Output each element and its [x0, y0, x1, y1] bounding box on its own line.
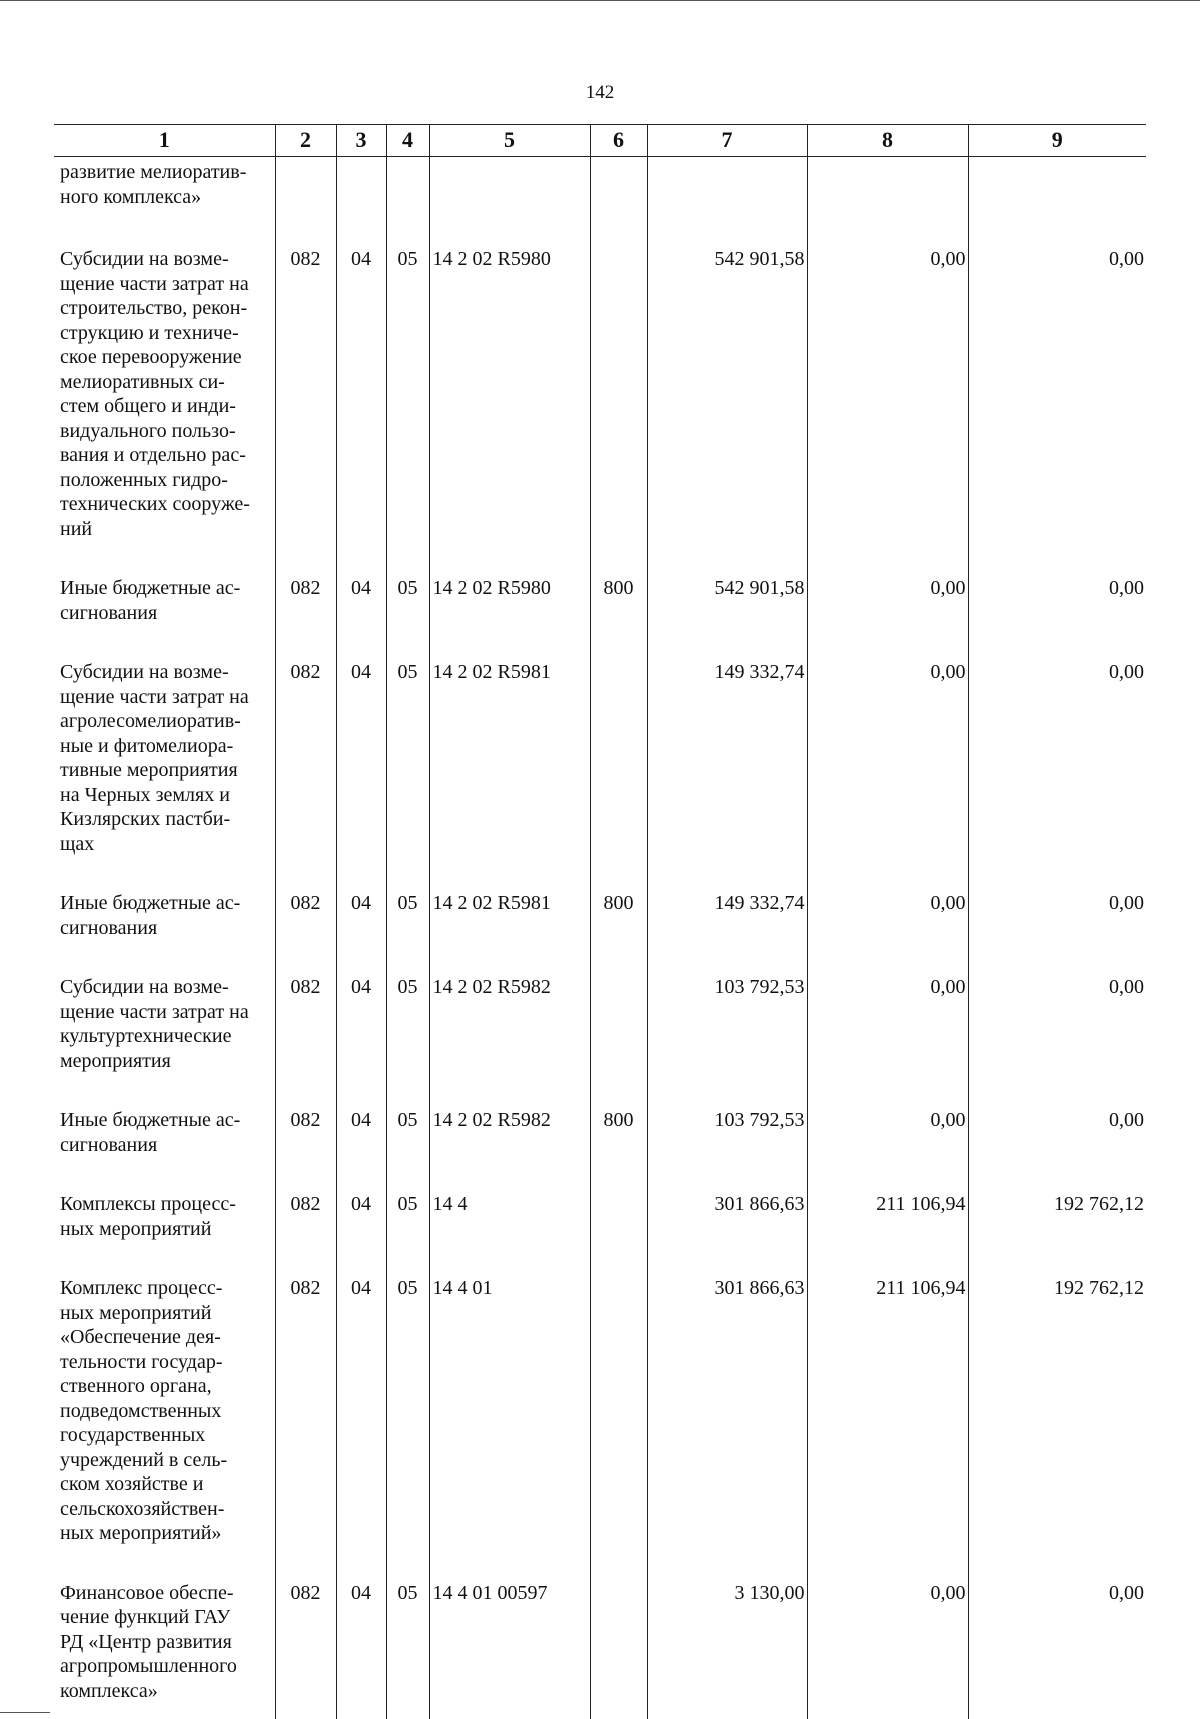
row-name-cell: Иные бюджетные ас- сигнования — [54, 1100, 275, 1184]
subsection-code-cell: 05 — [386, 568, 429, 652]
target-article-cell: 14 2 02 R5982 — [429, 1100, 590, 1184]
amount-year-1-cell: 149 332,74 — [647, 652, 807, 883]
row-name-cell: Иные бюджетные ас- сигнования — [54, 568, 275, 652]
ministry-code-cell: 082 — [275, 1573, 336, 1719]
expense-type-cell: 800 — [590, 1100, 647, 1184]
section-code-cell — [336, 157, 386, 240]
row-name-cell: Комплексы процесс- ных мероприятий — [54, 1184, 275, 1268]
expense-type-cell — [590, 157, 647, 240]
amount-year-2-cell: 0,00 — [807, 967, 968, 1100]
target-article-cell: 14 4 01 00597 — [429, 1573, 590, 1719]
header-col-7: 7 — [647, 125, 807, 157]
amount-year-1-cell: 301 866,63 — [647, 1184, 807, 1268]
header-row — [54, 125, 1146, 157]
expense-type-cell — [590, 652, 647, 883]
ministry-code-cell: 082 — [275, 1100, 336, 1184]
budget-table — [54, 124, 1146, 1719]
page-number: 142 — [0, 82, 1200, 104]
row-name-cell: Субсидии на возме- щение части затрат на строительство, рекон- струкцию и техниче- ское перевооружение мелиоративных си- стем общего и инди- видуального пользо- вания и отдельно рас- положенных гидро- технических сооруже- ний — [54, 239, 275, 568]
amount-year-1-cell: 103 792,53 — [647, 967, 807, 1100]
section-code-cell: 04 — [336, 883, 386, 967]
amount-year-3-cell: 192 762,12 — [968, 1268, 1146, 1573]
row-name-cell: Субсидии на возме- щение части затрат на агролесомелиоратив- ные и фитомелиора- тивные мероприятия на Черных землях и Кизлярских пастби- щах — [54, 652, 275, 883]
subsection-code-cell — [386, 157, 429, 240]
header-col-5: 5 — [429, 125, 590, 157]
header-col-2: 2 — [275, 125, 336, 157]
ministry-code-cell — [275, 157, 336, 240]
table-row — [54, 1184, 1146, 1268]
subsection-code-cell: 05 — [386, 1184, 429, 1268]
header-col-3: 3 — [336, 125, 386, 157]
amount-year-2-cell: 0,00 — [807, 1100, 968, 1184]
table-row — [54, 157, 1146, 240]
table-row — [54, 1268, 1146, 1573]
row-name-cell: Иные бюджетные ас- сигнования — [54, 883, 275, 967]
table-row — [54, 239, 1146, 568]
section-code-cell: 04 — [336, 652, 386, 883]
amount-year-1-cell: 103 792,53 — [647, 1100, 807, 1184]
subsection-code-cell: 05 — [386, 1268, 429, 1573]
target-article-cell — [429, 157, 590, 240]
target-article-cell: 14 2 02 R5980 — [429, 239, 590, 568]
target-article-cell: 14 4 01 — [429, 1268, 590, 1573]
amount-year-2-cell: 0,00 — [807, 652, 968, 883]
table-body — [54, 157, 1146, 1719]
ministry-code-cell: 082 — [275, 1268, 336, 1573]
amount-year-3-cell: 0,00 — [968, 1573, 1146, 1719]
subsection-code-cell: 05 — [386, 1573, 429, 1719]
table-row — [54, 967, 1146, 1100]
table-row — [54, 652, 1146, 883]
header-col-4: 4 — [386, 125, 429, 157]
amount-year-2-cell: 0,00 — [807, 239, 968, 568]
ministry-code-cell: 082 — [275, 1184, 336, 1268]
expense-type-cell: 800 — [590, 883, 647, 967]
amount-year-3-cell — [968, 157, 1146, 240]
row-name-cell: Комплекс процесс- ных мероприятий «Обеспечение дея- тельности государ- ственного органа, подведомственных государственных учреждений в сель- ском хозяйстве и сельскохозяйствен- ных мероприятий» — [54, 1268, 275, 1573]
target-article-cell: 14 2 02 R5981 — [429, 652, 590, 883]
amount-year-1-cell: 542 901,58 — [647, 568, 807, 652]
header-col-9: 9 — [968, 125, 1146, 157]
table-row — [54, 1573, 1146, 1719]
amount-year-3-cell: 0,00 — [968, 1100, 1146, 1184]
amount-year-2-cell: 0,00 — [807, 1573, 968, 1719]
table-row — [54, 1100, 1146, 1184]
scan-edge-top — [0, 0, 1200, 1]
section-code-cell: 04 — [336, 1268, 386, 1573]
subsection-code-cell: 05 — [386, 652, 429, 883]
subsection-code-cell: 05 — [386, 239, 429, 568]
table-header — [54, 125, 1146, 157]
amount-year-2-cell: 0,00 — [807, 568, 968, 652]
target-article-cell: 14 2 02 R5982 — [429, 967, 590, 1100]
expense-type-cell — [590, 239, 647, 568]
section-code-cell: 04 — [336, 1184, 386, 1268]
subsection-code-cell: 05 — [386, 883, 429, 967]
ministry-code-cell: 082 — [275, 568, 336, 652]
section-code-cell: 04 — [336, 568, 386, 652]
ministry-code-cell: 082 — [275, 883, 336, 967]
subsection-code-cell: 05 — [386, 1100, 429, 1184]
amount-year-1-cell: 301 866,63 — [647, 1268, 807, 1573]
scan-edge-bottom — [0, 1712, 50, 1713]
amount-year-1-cell: 3 130,00 — [647, 1573, 807, 1719]
amount-year-3-cell: 0,00 — [968, 967, 1146, 1100]
section-code-cell: 04 — [336, 967, 386, 1100]
amount-year-3-cell: 0,00 — [968, 883, 1146, 967]
subsection-code-cell: 05 — [386, 967, 429, 1100]
amount-year-1-cell — [647, 157, 807, 240]
amount-year-3-cell: 192 762,12 — [968, 1184, 1146, 1268]
ministry-code-cell: 082 — [275, 239, 336, 568]
amount-year-3-cell: 0,00 — [968, 239, 1146, 568]
amount-year-2-cell: 211 106,94 — [807, 1268, 968, 1573]
amount-year-1-cell: 149 332,74 — [647, 883, 807, 967]
amount-year-3-cell: 0,00 — [968, 568, 1146, 652]
row-name-cell: Финансовое обеспе- чение функций ГАУ РД «Центр развития агропромышленного комплекса» — [54, 1573, 275, 1719]
amount-year-3-cell: 0,00 — [968, 652, 1146, 883]
amount-year-2-cell: 0,00 — [807, 883, 968, 967]
expense-type-cell: 800 — [590, 568, 647, 652]
row-name-cell: Субсидии на возме- щение части затрат на культуртехнические мероприятия — [54, 967, 275, 1100]
header-col-6: 6 — [590, 125, 647, 157]
ministry-code-cell: 082 — [275, 967, 336, 1100]
table-row — [54, 568, 1146, 652]
section-code-cell: 04 — [336, 1573, 386, 1719]
target-article-cell: 14 2 02 R5981 — [429, 883, 590, 967]
header-col-8: 8 — [807, 125, 968, 157]
ministry-code-cell: 082 — [275, 652, 336, 883]
header-col-1: 1 — [54, 125, 275, 157]
row-name-cell: развитие мелиоратив- ного комплекса» — [54, 157, 275, 240]
expense-type-cell — [590, 1184, 647, 1268]
section-code-cell: 04 — [336, 239, 386, 568]
table-row — [54, 883, 1146, 967]
amount-year-2-cell — [807, 157, 968, 240]
amount-year-1-cell: 542 901,58 — [647, 239, 807, 568]
amount-year-2-cell: 211 106,94 — [807, 1184, 968, 1268]
expense-type-cell — [590, 1573, 647, 1719]
target-article-cell: 14 2 02 R5980 — [429, 568, 590, 652]
expense-type-cell — [590, 1268, 647, 1573]
expense-type-cell — [590, 967, 647, 1100]
section-code-cell: 04 — [336, 1100, 386, 1184]
target-article-cell: 14 4 — [429, 1184, 590, 1268]
